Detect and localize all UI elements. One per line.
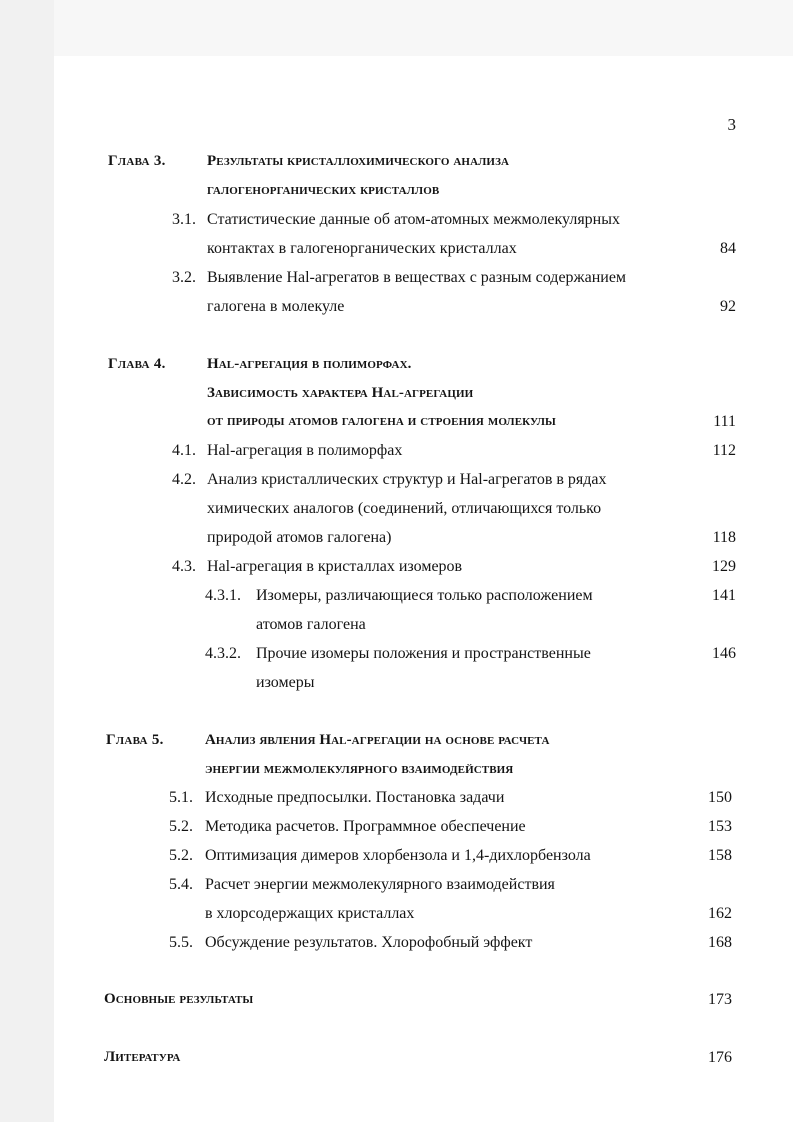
section-5-4-number: 5.4. bbox=[169, 876, 193, 893]
section-3-1-number: 3.1. bbox=[172, 211, 196, 228]
section-4-2-title-line-3: природой атомов галогена) bbox=[207, 529, 392, 546]
section-5-4-page: 162 bbox=[708, 905, 732, 922]
subsection-4-3-1-number: 4.3.1. bbox=[205, 587, 241, 604]
section-5-2-page: 153 bbox=[708, 818, 732, 835]
section-3-1-title-line-1: Статистические данные об атом-атомных межмолекулярных bbox=[207, 211, 620, 228]
section-5-1-number: 5.1. bbox=[169, 789, 193, 806]
subsection-4-3-2-title-line-2: изомеры bbox=[256, 674, 315, 691]
literature-label: Литература bbox=[104, 1049, 181, 1065]
section-5-5-title: Обсуждение результатов. Хлорофобный эффект bbox=[205, 934, 533, 951]
scan-left-margin bbox=[0, 0, 54, 1122]
page-number: 3 bbox=[727, 115, 736, 134]
main-results-label: Основные результаты bbox=[104, 991, 254, 1007]
subsection-4-3-2-title-line-1: Прочие изомеры положения и пространственные bbox=[256, 645, 591, 662]
section-5-1-page: 150 bbox=[708, 789, 732, 806]
section-5-2-number: 5.2. bbox=[169, 818, 193, 835]
subsection-4-3-1-title-line-2: атомов галогена bbox=[256, 616, 366, 633]
section-3-2-page: 92 bbox=[720, 298, 736, 315]
section-4-2-page: 118 bbox=[712, 529, 736, 546]
section-4-3-page: 129 bbox=[712, 558, 736, 575]
chapter-5-title-line-1: Анализ явления Hal-агрегации на основе расчета bbox=[205, 732, 550, 748]
chapter-4-label: Глава 4. bbox=[108, 356, 166, 372]
section-3-1-page: 84 bbox=[720, 240, 736, 257]
section-5-4-title-line-2: в хлорсодержащих кристаллах bbox=[205, 905, 415, 922]
chapter-3-title-line-1: Результаты кристаллохимического анализа bbox=[207, 153, 510, 169]
section-3-1-title-line-2: контактах в галогенорганических кристаллах bbox=[207, 240, 517, 257]
chapter-3-title-line-2: галогенорганических кристаллов bbox=[207, 182, 440, 198]
section-5-5-number: 5.5. bbox=[169, 934, 193, 951]
section-5-3-title: Оптимизация димеров хлорбензола и 1,4-дихлорбензола bbox=[205, 847, 591, 864]
chapter-4-page: 111 bbox=[713, 413, 736, 430]
section-4-1-page: 112 bbox=[712, 442, 736, 459]
scan-top-margin bbox=[0, 0, 793, 56]
section-4-3-title: Hal-агрегация в кристаллах изомеров bbox=[207, 558, 463, 575]
main-results-page: 173 bbox=[708, 991, 732, 1008]
section-4-2-title-line-2: химических аналогов (соединений, отличающихся только bbox=[207, 500, 602, 517]
subsection-4-3-2-number: 4.3.2. bbox=[205, 645, 241, 662]
chapter-4-title-line-3: от природы атомов галогена и строения молекулы bbox=[207, 413, 556, 429]
section-5-2-title: Методика расчетов. Программное обеспечение bbox=[205, 818, 526, 835]
section-4-2-number: 4.2. bbox=[172, 471, 196, 488]
literature-page: 176 bbox=[708, 1049, 732, 1066]
chapter-5-label: Глава 5. bbox=[106, 732, 164, 748]
chapter-5-title-line-2: энергии межмолекулярного взаимодействия bbox=[205, 761, 514, 777]
chapter-4-title-line-2: Зависимость характера Hal-агрегации bbox=[207, 385, 474, 401]
section-4-3-number: 4.3. bbox=[172, 558, 196, 575]
subsection-4-3-2-page: 146 bbox=[712, 645, 736, 662]
section-4-1-title: Hal-агрегация в полиморфах bbox=[207, 442, 403, 459]
section-5-1-title: Исходные предпосылки. Постановка задачи bbox=[205, 789, 505, 806]
section-4-2-title-line-1: Анализ кристаллических структур и Hal-агрегатов в рядах bbox=[207, 471, 607, 488]
subsection-4-3-1-title-line-1: Изомеры, различающиеся только расположением bbox=[256, 587, 593, 604]
chapter-4-title-line-1: Hal-агрегация в полиморфах. bbox=[207, 356, 412, 372]
section-5-4-title-line-1: Расчет энергии межмолекулярного взаимодействия bbox=[205, 876, 555, 893]
section-3-2-number: 3.2. bbox=[172, 269, 196, 286]
section-4-1-number: 4.1. bbox=[172, 442, 196, 459]
section-5-5-page: 168 bbox=[708, 934, 732, 951]
section-5-3-number: 5.2. bbox=[169, 847, 193, 864]
section-3-2-title-line-1: Выявление Hal-агрегатов в веществах с разным содержанием bbox=[207, 269, 627, 286]
chapter-3-label: Глава 3. bbox=[108, 153, 166, 169]
section-5-3-page: 158 bbox=[708, 847, 732, 864]
subsection-4-3-1-page: 141 bbox=[712, 587, 736, 604]
section-3-2-title-line-2: галогена в молекуле bbox=[207, 298, 345, 315]
